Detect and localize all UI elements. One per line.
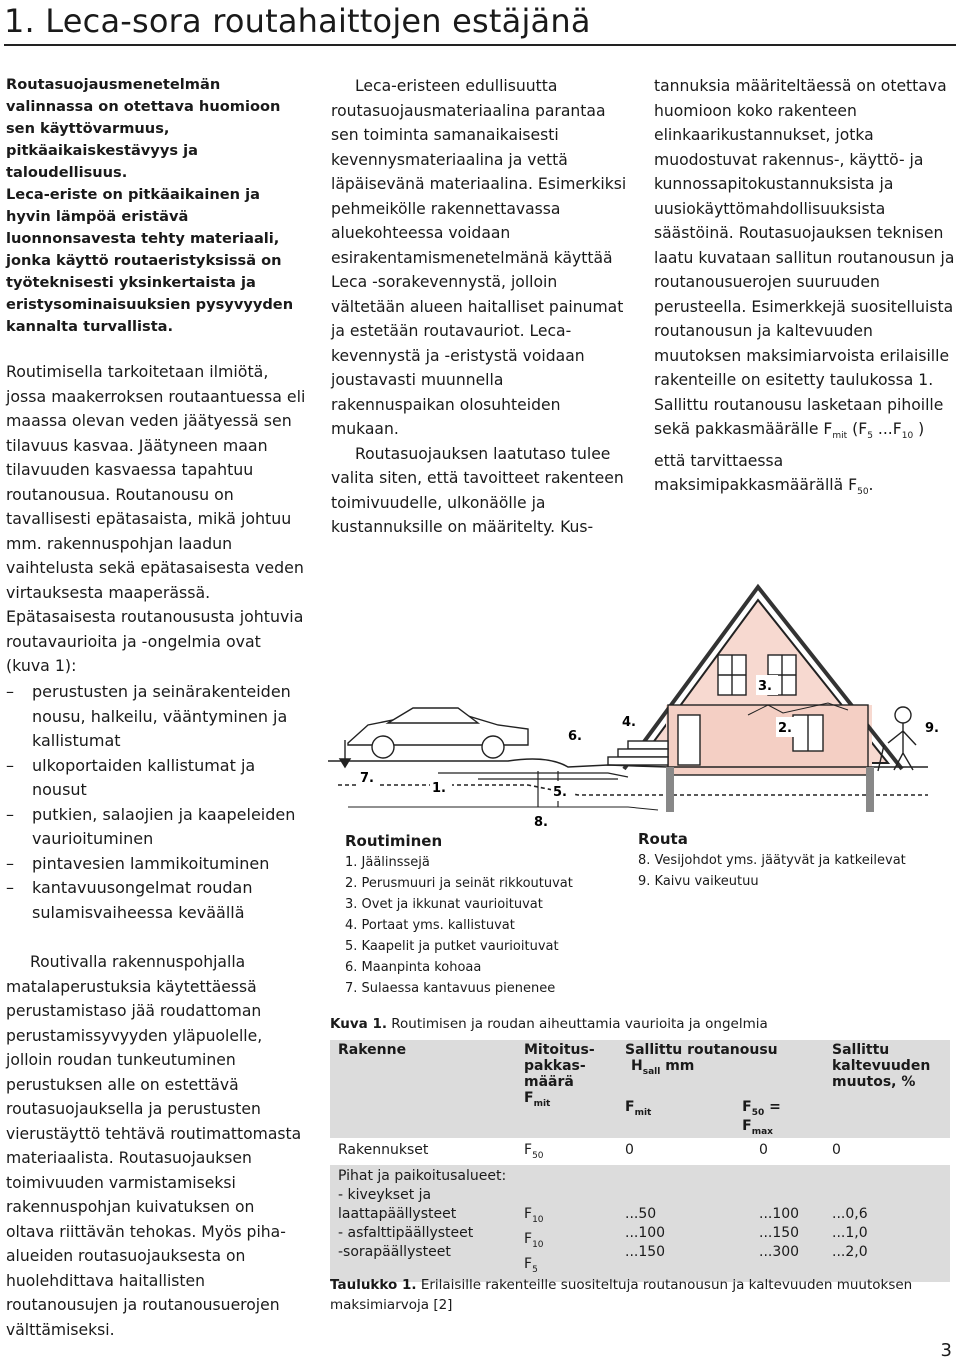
legend-title-routa: Routa — [638, 830, 688, 848]
label-8: 8. — [534, 815, 548, 830]
intro-bold-1: Routasuojausmenetelmän valinnassa on otettava huomioon sen käyttövarmuus, pitkäaikaiskestävyys ja taloudellisuus. — [6, 76, 281, 181]
legend-frost — [638, 828, 938, 892]
legend-item: 5. Kaapelit ja putket vaurioituvat — [345, 939, 559, 954]
figure-caption: Kuva 1. Routimisen ja roudan aiheuttamia vaurioita ja ongelmia — [330, 1016, 768, 1032]
header-mitoitus: Mitoitus- pakkas- määrä $F_{mit}$ — [516, 1040, 617, 1139]
column-2 — [331, 74, 628, 540]
legend-item: 8. Vesijohdot yms. jäätyvät ja katkeilevat — [638, 853, 906, 868]
intro-bold-2: Leca-eriste on pitkäaikainen ja hyvin lämpöä eristävä luonnonsavesta tehty materiaali, jonka käyttö routaeristyksissä on työteknisesti yksinkertaista ja eristysominaisuuksien pysyvyyden kannalta turvallista. — [6, 186, 294, 335]
label-7: 7. — [360, 771, 374, 786]
legend-title-routiminen: Routiminen — [345, 832, 443, 850]
column-1 — [6, 74, 306, 679]
page-number: 3 — [940, 1340, 952, 1361]
label-4: 4. — [622, 715, 636, 730]
table-row — [330, 1139, 950, 1164]
leca-benefits-paragraph: Leca-eristeen edullisuutta routasuojausmateriaalina parantaa sen toiminta samanaikaisesti kevennysmateriaalina ja vettä läpäisevänä materiaalina. Esimerkiksi pehmeikölle rakennettavassa aluekohteessa voidaan esirakentamismenetelmänä käyttää Leca -sorakevennystä, jolloin vältetään alueen haitalliset painumat ja estetään routavauriot. Leca-kevennystä ja -eristystä voidaan joustavasti muunnella rakennuspaikan olosuhteiden mukaan. — [331, 77, 627, 438]
legend-item: 3. Ovet ja ikkunat vaurioituvat — [345, 897, 543, 912]
list-item: – pintavesien lammikoituminen — [6, 852, 306, 877]
foundation-paragraph: Routivalla rakennuspohjalla matalaperustuksia käytettäessä perustamistaso jää roudattoman perustamissyvyyden yläpuolelle, jolloin roudan tunkeutuminen perustuksen alle on estettävä routasuojauksella ja perustusten vierustäyttö tehtävä routimattomasta materiaalista. Routasuojauksen toimivuuden varmistamiseksi rakennuspohjan kuivatuksen on oltava riittävän tehokas. Myös piha-alueiden routasuojauksesta on huolehdittava haitallisten routanousujen ja routanousuerojen välttämiseksi. — [6, 953, 302, 1339]
header-rakenne: Rakenne — [330, 1040, 516, 1139]
list-item: – perustusten ja seinärakenteiden nousu, halkeilu, vääntyminen ja kallistumat — [6, 680, 306, 754]
car-drawing — [348, 708, 528, 758]
cell-f: $F_{50}$ — [516, 1139, 617, 1164]
legend-item: 9. Kaivu vaikeutuu — [638, 874, 759, 889]
cell-fmit: ...50 ...100 ...150 — [617, 1164, 751, 1281]
table-caption: Taulukko 1. Erilaisille rakenteille suositeltuja routanousun ja kaltevuuden muutoksen maksimiarvoja [2] — [330, 1277, 913, 1313]
label-2: 2. — [778, 721, 792, 736]
pipes-drawing — [438, 771, 628, 807]
cell-f50: 0 — [751, 1139, 824, 1164]
legend-item: 7. Sulaessa kantavuus pienenee — [345, 981, 556, 996]
list-item: – kantavuusongelmat roudan sulamisvaiheessa keväällä — [6, 876, 306, 925]
legend-item: 1. Jäälinssejä — [345, 855, 430, 870]
cell-label: Rakennukset — [330, 1139, 516, 1164]
frost-definition-paragraph: Routimisella tarkoitetaan ilmiötä, jossa maakerroksen routaantuessa eli maassa olevan veden jäätyessä sen tilavuus kasvaa. Jäätyneen maan tilavuuden kasvaessa tapahtuu routanousua. Routanousu on tavallisesti epätasaista, mikä johtuu mm. rakennuspohjan laadun vaihtelusta sekä epätasaisesta veden virtauksesta maaperässä. Epätasaisesta routanoususta johtuvia routavaurioita ja -ongelmia ovat (kuva 1): — [6, 362, 306, 675]
allowed-frost-heave-table — [330, 1040, 950, 1282]
damage-list — [6, 680, 306, 925]
header-sallittu-routanousu: Sallittu routanousu $H_{sall}$ mm $F_{mit}$ $F_{50} = F_{max}$ — [617, 1040, 824, 1139]
cost-paragraph: tannuksia määriteltäessä on otettava huomioon koko rakenteen elinkaarikustannukset, jotka muodostuvat rakennus-, käyttö- ja kunnossapitokustannuksista ja uusiokäyttömahdollisuuksista säästöinä. Routasuojauksen teknisen laatu kuvataan sallitun routanousun ja routanousuerojen suuruuden perusteella. Esimerkkejä suositelluista routanousun ja kaltevuuden muutoksen maksimiarvoista erilaisille rakenteille on esitetty taulukossa 1. Sallittu routanousu lasketaan pihoille sekä pakkasmäärälle $F_{mit}$ ($F_5$ $...F_{10}$ ) että tarvittaessa maksimipakkasmäärällä $F_{50}$. — [654, 77, 955, 498]
header-kaltevuus: Sallittu kaltevuuden muutos, % — [824, 1040, 950, 1139]
column-1-bottom — [6, 950, 306, 1342]
list-item: – putkien, salaojien ja kaapeleiden vaurioituminen — [6, 803, 306, 852]
label-9: 9. — [925, 721, 939, 736]
cell-slope: 0 — [824, 1139, 950, 1164]
table-row — [330, 1164, 950, 1281]
cell-f: $F_{10}$ $F_{10}$ $F_5$ — [516, 1164, 617, 1281]
cell-slope: ...0,6 ...1,0 ...2,0 — [824, 1164, 950, 1281]
legend-frost-heave — [345, 830, 595, 999]
stairs-drawing — [608, 741, 668, 765]
legend-item: 2. Perusmuuri ja seinät rikkoutuvat — [345, 876, 573, 891]
ground-profile — [328, 759, 928, 812]
list-item: – ulkoportaiden kallistumat ja nousut — [6, 754, 306, 803]
quality-level-paragraph: Routasuojauksen laatutaso tulee valita siten, että tavoitteet rakenteen toimivuudelle, ulkonäölle ja kustannuksille on määritelty. Kus- — [331, 444, 624, 536]
cell-fmit: 0 — [617, 1139, 751, 1164]
column-3 — [654, 74, 956, 505]
legend-item: 4. Portaat yms. kallistuvat — [345, 918, 515, 933]
cell-label: Pihat ja paikoitusalueet: - kiveykset ja laattapäällysteet - asfalttipäällysteet -sorapäällysteet — [330, 1164, 516, 1281]
page-title: 1. Leca-sora routahaittojen estäjänä — [4, 0, 956, 46]
label-3: 3. — [758, 679, 772, 694]
label-1: 1. — [432, 781, 446, 796]
allowed-heave-text: Sallittu routanousu lasketaan pihoille sekä pakkasmäärälle $F_{mit}$ ($F_5$ $...F_{10}$ ) että tarvittaessa maksimipakkasmäärällä $F_{50}$. — [654, 395, 944, 498]
legend-item: 6. Maanpinta kohoaa — [345, 960, 482, 975]
cell-f50: ...100 ...150 ...300 — [751, 1164, 824, 1281]
label-6: 6. — [568, 729, 582, 744]
table-header-row — [330, 1040, 950, 1139]
label-5: 5. — [553, 785, 567, 800]
